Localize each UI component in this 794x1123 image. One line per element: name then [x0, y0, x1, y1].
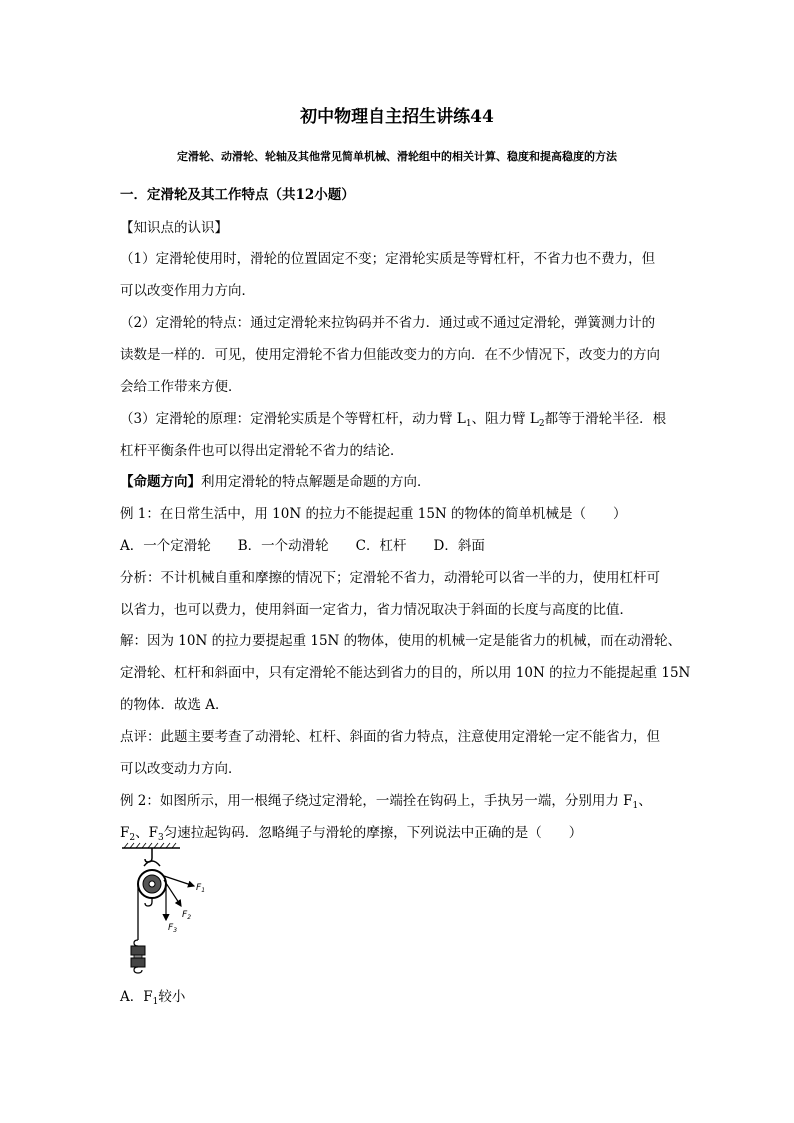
example-1-solution-line-2: 定滑轮、杠杆和斜面中，只有定滑轮不能达到省力的目的，所以用 10N 的拉力不能提起重 15N [120, 665, 691, 681]
page-subtitle: 定滑轮、动滑轮、轮轴及其他常见简单机械、滑轮组中的相关计算、稳度和提高稳度的方法 [177, 150, 617, 163]
p3-subscript-1: 1 [465, 419, 472, 429]
force-arrow-f1 [164, 876, 194, 886]
direction-text: 利用定滑轮的特点解题是命题的方向． [201, 474, 431, 490]
paragraph-1-line-2: 可以改变作用力方向． [120, 283, 255, 299]
ex2-subscript-2: 2 [129, 833, 136, 843]
fixed-pulley-figure [118, 840, 228, 976]
label-f3: $F_3$ [168, 923, 178, 934]
pulley-lower-hook [145, 898, 152, 906]
weight-block-2 [131, 958, 145, 967]
label-f1: $F_1$ [196, 883, 206, 894]
example-1-comment-line-1: 点评：此题主要考查了动滑轮、杠杆、斜面的省力特点，注意使用定滑轮一定不能省力，但 [120, 729, 660, 745]
example-1-analysis-line-2: 以省力，也可以费力，使用斜面一定省力，省力情况取决于斜面的长度与高度的比值． [120, 602, 633, 618]
example-1-solution-line-3: 的物体．故选 A． [120, 697, 229, 713]
example-2-line-1 [120, 792, 680, 810]
paragraph-1-line-1: （1）定滑轮使用时，滑轮的位置固定不变；定滑轮实质是等臂杠杆，不省力也不费力，但 [120, 251, 656, 267]
label-f2: $F_2$ [182, 910, 192, 921]
pulley-hook [145, 848, 152, 862]
example-1-solution-line-1: 解：因为 10N 的拉力要提起重 15N 的物体，使用的机械一定是能省力的机械，而在动滑轮、 [120, 633, 682, 649]
ex2-subscript-1: 1 [632, 801, 639, 811]
option-a-text-b: 较小 [158, 989, 186, 1005]
example-1-question: 例 1：在日常生活中，用 10N 的拉力不能提起重 15N 的物体的简单机械是（ ） [120, 506, 627, 522]
p3-text-c: 都等于滑轮半径．根 [544, 411, 667, 427]
ex2-text-a: 例 2：如图所示，用一根绳子绕过定滑轮，一端拴在钩码上，手执另一端，分别用力 F [120, 793, 633, 809]
ex2-subscript-3: 3 [157, 833, 164, 843]
section-heading: 一．定滑轮及其工作特点（共12小题） [120, 187, 355, 203]
direction-line [120, 473, 680, 491]
paragraph-2-line-2: 读数是一样的．可见，使用定滑轮不省力但能改变力的方向．在不少情况下，改变力的方向 [120, 347, 660, 363]
paragraph-2-line-3: 会给工作带来方便． [120, 379, 242, 395]
option-a-subscript: 1 [152, 997, 159, 1007]
ex2-text-b: 、 [638, 793, 652, 809]
ex2-text-d: 、F [135, 825, 158, 841]
weight-block-1 [131, 946, 145, 955]
pulley-axle [149, 881, 155, 887]
weight-hook-top [134, 940, 138, 946]
page-title: 初中物理自主招生讲练44 [300, 107, 494, 127]
option-a [120, 988, 680, 1006]
option-a-text-a: A．F [120, 989, 153, 1005]
example-1-options: A．一个定滑轮 B．一个动滑轮 C．杠杆 D．斜面 [120, 538, 485, 554]
example-1-comment-line-2: 可以改变动力方向． [120, 761, 242, 777]
paragraph-3-line-1 [120, 410, 680, 428]
paragraph-2-line-1: （2）定滑轮的特点：通过定滑轮来拉钩码并不省力．通过或不通过定滑轮，弹簧测力计的 [120, 315, 656, 331]
p3-subscript-2: 2 [538, 419, 545, 429]
p3-text-b: 、阻力臂 L [471, 411, 539, 427]
ex2-text-e: 匀速拉起钩码．忽略绳子与滑轮的摩擦，下列说法中正确的是（ ） [163, 825, 583, 841]
example-1-analysis-line-1: 分析：不计机械自重和摩擦的情况下；定滑轮不省力，动滑轮可以省一半的力，使用杠杆可 [120, 570, 660, 586]
direction-heading: 【命题方向】 [120, 474, 201, 490]
knowledge-heading: 【知识点的认识】 [120, 220, 228, 236]
weight-hook-bottom [134, 967, 142, 973]
p3-text-a: （3）定滑轮的原理：定滑轮实质是个等臂杠杆，动力臂 L [120, 411, 466, 427]
ex2-text-c: F [120, 825, 130, 841]
paragraph-3-line-2: 杠杆平衡条件也可以得出定滑轮不省力的结论． [120, 443, 404, 459]
